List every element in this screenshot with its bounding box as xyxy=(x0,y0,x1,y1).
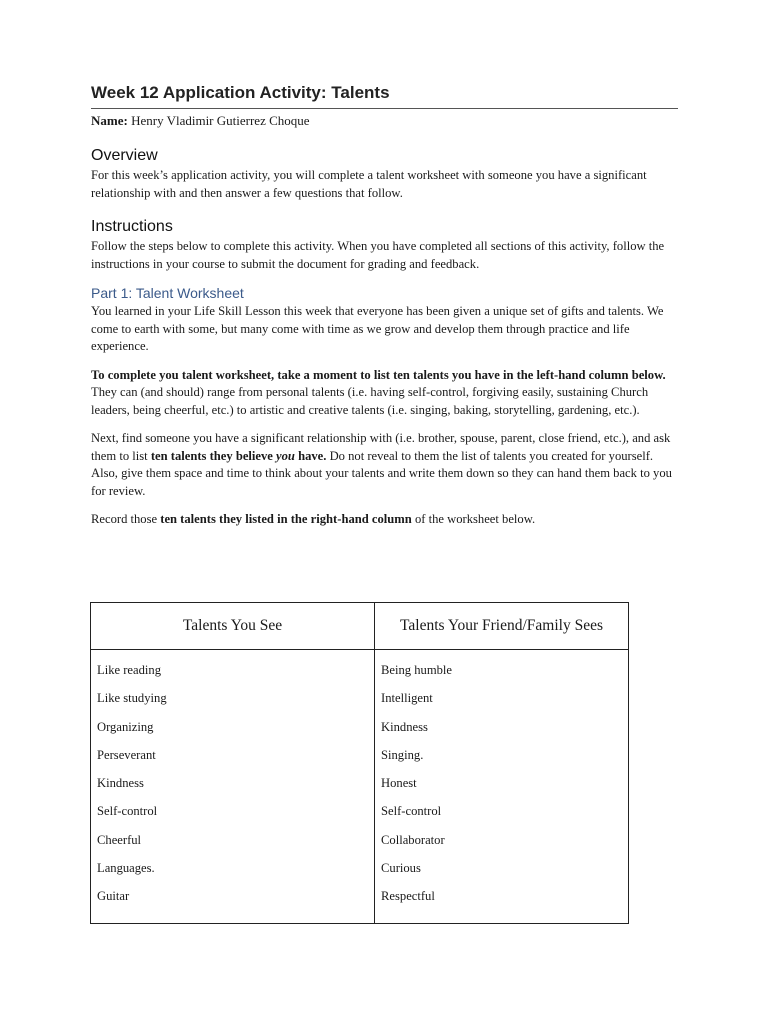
left-column xyxy=(91,650,375,924)
p4-intro: Record those xyxy=(91,512,161,526)
overview-text: For this week’s application activity, you will complete a talent worksheet with someone you have a significant relationship with and then answer a few questions that follow. xyxy=(91,168,647,200)
overview-heading: Overview xyxy=(91,147,158,164)
left-item-2: Like studying xyxy=(97,691,167,706)
p2-bold-intro: To complete you talent worksheet, take a moment to list xyxy=(91,367,394,382)
p4-rest: of the worksheet below. xyxy=(411,512,536,526)
header-talents-you-see: Talents You See xyxy=(91,603,375,650)
left-item-5: Kindness xyxy=(97,776,144,791)
right-item-9: Respectful xyxy=(381,889,435,904)
right-item-4: Singing. xyxy=(381,747,424,762)
left-item-8: Languages. xyxy=(97,861,155,876)
name-value: Henry Vladimir Gutierrez Choque xyxy=(131,113,310,128)
part1-paragraph-3 xyxy=(91,430,678,500)
p3-bold: ten talents they believe xyxy=(150,448,277,463)
part1-paragraph-4 xyxy=(91,511,678,529)
right-item-6: Self-control xyxy=(381,804,442,819)
header-talents-friend-family-sees: Talents Your Friend/Family Sees xyxy=(375,603,629,650)
p3-italic: you xyxy=(276,448,295,463)
document-title: Week 12 Application Activity: Talents xyxy=(91,80,678,109)
p4-bold: ten talents they listed in the right-hand column xyxy=(160,512,412,526)
right-item-1: Being humble xyxy=(381,663,453,677)
left-item-3: Organizing xyxy=(97,719,154,734)
p2-rest: They can (and should) range from personal talents (i.e. having self-control, forgiving easily, sustaining Church leaders, being cheerful, etc.) to artistic and creative talents (i.e. singing, baking, storytelling, gardening, etc.). xyxy=(91,385,649,417)
left-item-7: Cheerful xyxy=(97,832,142,847)
part1-paragraph-1: You learned in your Life Skill Lesson this week that everyone has been given a unique set of gifts and talents. We come to earth with some, but many come with time as we grow and develop them through practice and life experience. xyxy=(91,304,664,353)
right-item-5: Honest xyxy=(381,776,417,791)
p3-rest: Do not reveal to them the list of talents you created for yourself. Also, give them space and time to think about your talents and write them down so they can hand them back to you for review. xyxy=(91,448,672,498)
left-item-6: Self-control xyxy=(97,804,158,819)
talent-worksheet-table xyxy=(90,602,629,924)
name-line xyxy=(91,112,678,130)
name-label: Name: xyxy=(91,113,128,128)
p3-intro: Next, find someone you have a significant relationship with (i.e. brother, spouse, parent, close friend, etc.), and ask them to list xyxy=(91,431,671,463)
right-item-2: Intelligent xyxy=(381,691,433,706)
right-item-8: Curious xyxy=(381,861,421,876)
right-item-7: Collaborator xyxy=(381,832,445,847)
instructions-text: Follow the steps below to complete this activity. When you have completed all sections of this activity, follow the instructions in your course to submit the document for grading and feedback. xyxy=(91,239,665,271)
right-column xyxy=(375,650,629,924)
p2-bold: ten talents you have in the left-hand column below. xyxy=(393,367,666,382)
document-body xyxy=(91,80,678,529)
part1-heading: Part 1: Talent Worksheet xyxy=(91,285,244,301)
instructions-heading: Instructions xyxy=(91,218,173,235)
left-item-9: Guitar xyxy=(97,889,130,904)
left-item-1: Like reading xyxy=(97,663,161,677)
part1-paragraph-2 xyxy=(91,367,678,420)
left-item-4: Perseverant xyxy=(97,747,156,762)
p3-bold-end: have. xyxy=(294,448,327,463)
right-item-3: Kindness xyxy=(381,719,428,734)
